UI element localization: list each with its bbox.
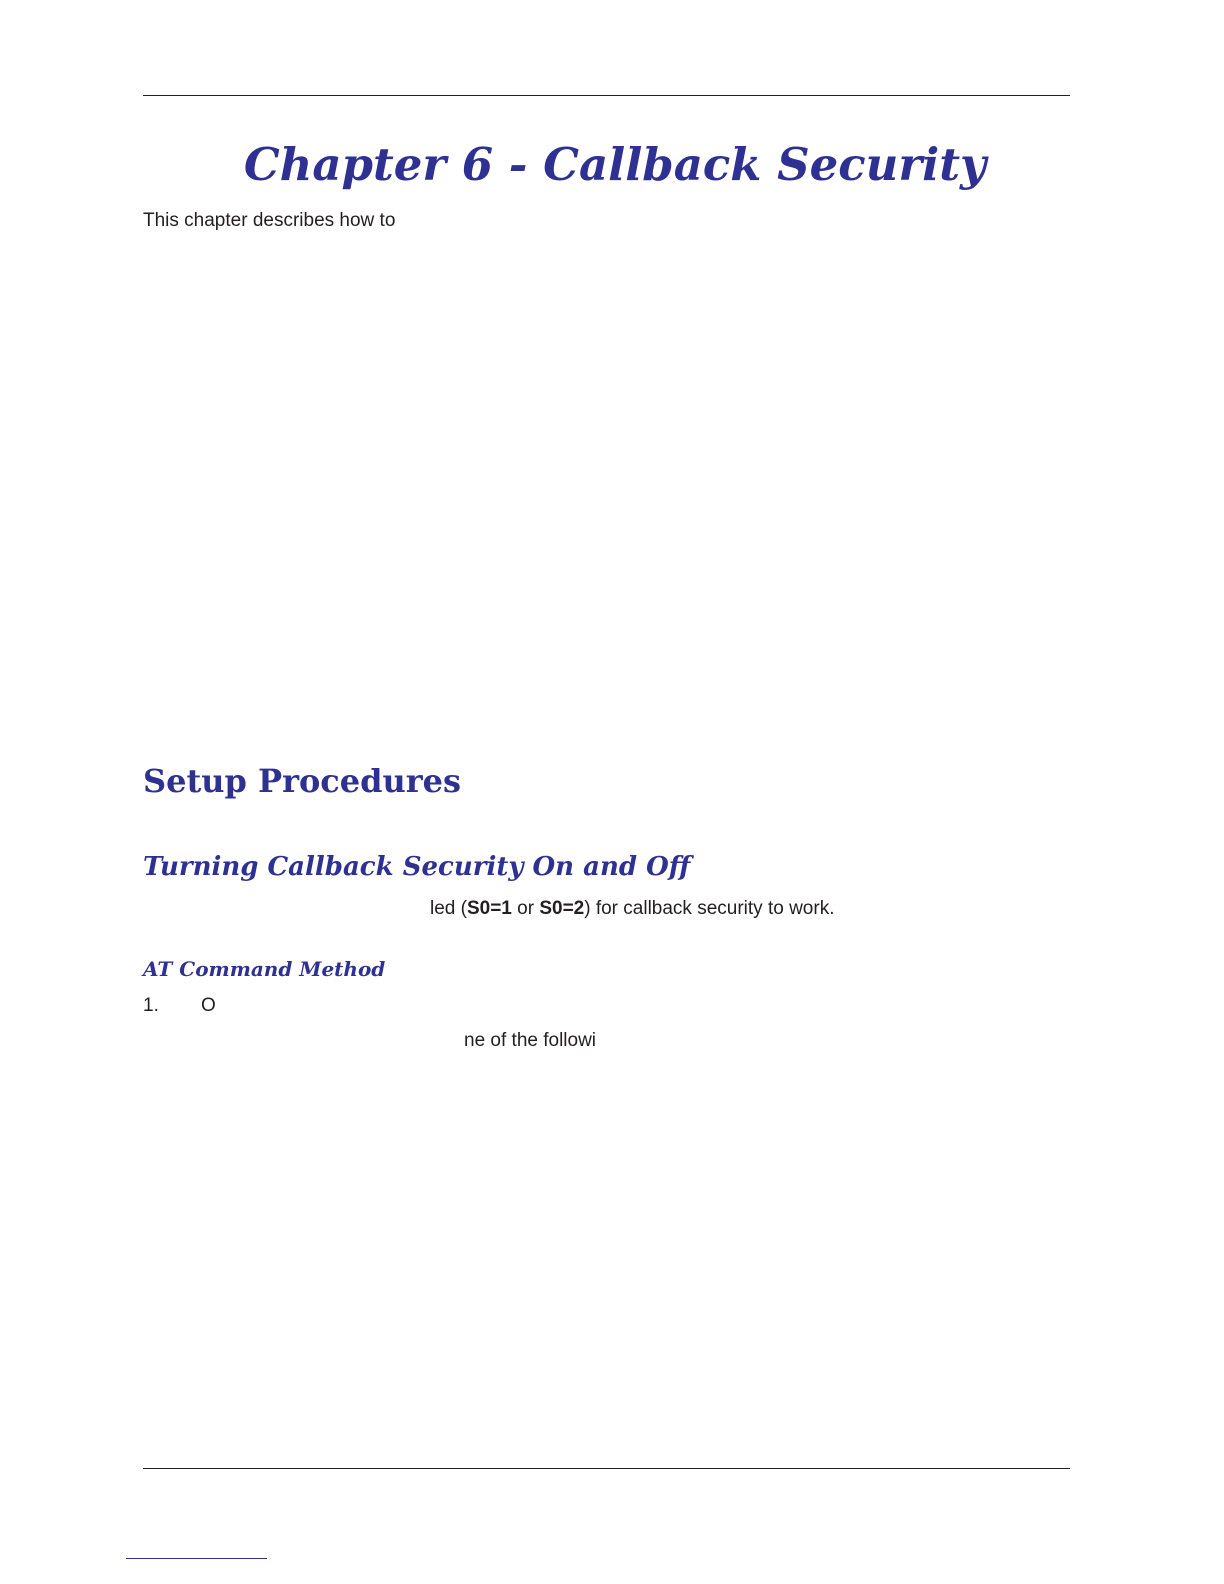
command-s0-2: S0=2 [539,898,585,919]
fragment-suffix: ) for callback security to work. [584,898,835,919]
header-rule [143,95,1070,96]
step-text: O [201,995,216,1016]
fragment-prefix: led ( [430,898,467,919]
chapter-title: Chapter 6 - Callback Security [243,138,987,191]
intro-paragraph: This chapter describes how to [143,210,396,231]
command-s0-1: S0=1 [466,898,512,919]
auto-answer-requirement-text [430,897,834,921]
fragment-or: or [511,898,540,919]
footer-link-underline [126,1558,267,1559]
footer-rule [143,1468,1070,1469]
section-heading-setup-procedures: Setup Procedures [143,762,462,800]
following-text-fragment: ne of the followi [464,1030,597,1051]
subsubsection-heading-at-command: AT Command Method [143,957,386,981]
subsection-heading-turning-callback: Turning Callback Security On and Off [143,852,691,882]
step-number: 1. [143,995,159,1016]
